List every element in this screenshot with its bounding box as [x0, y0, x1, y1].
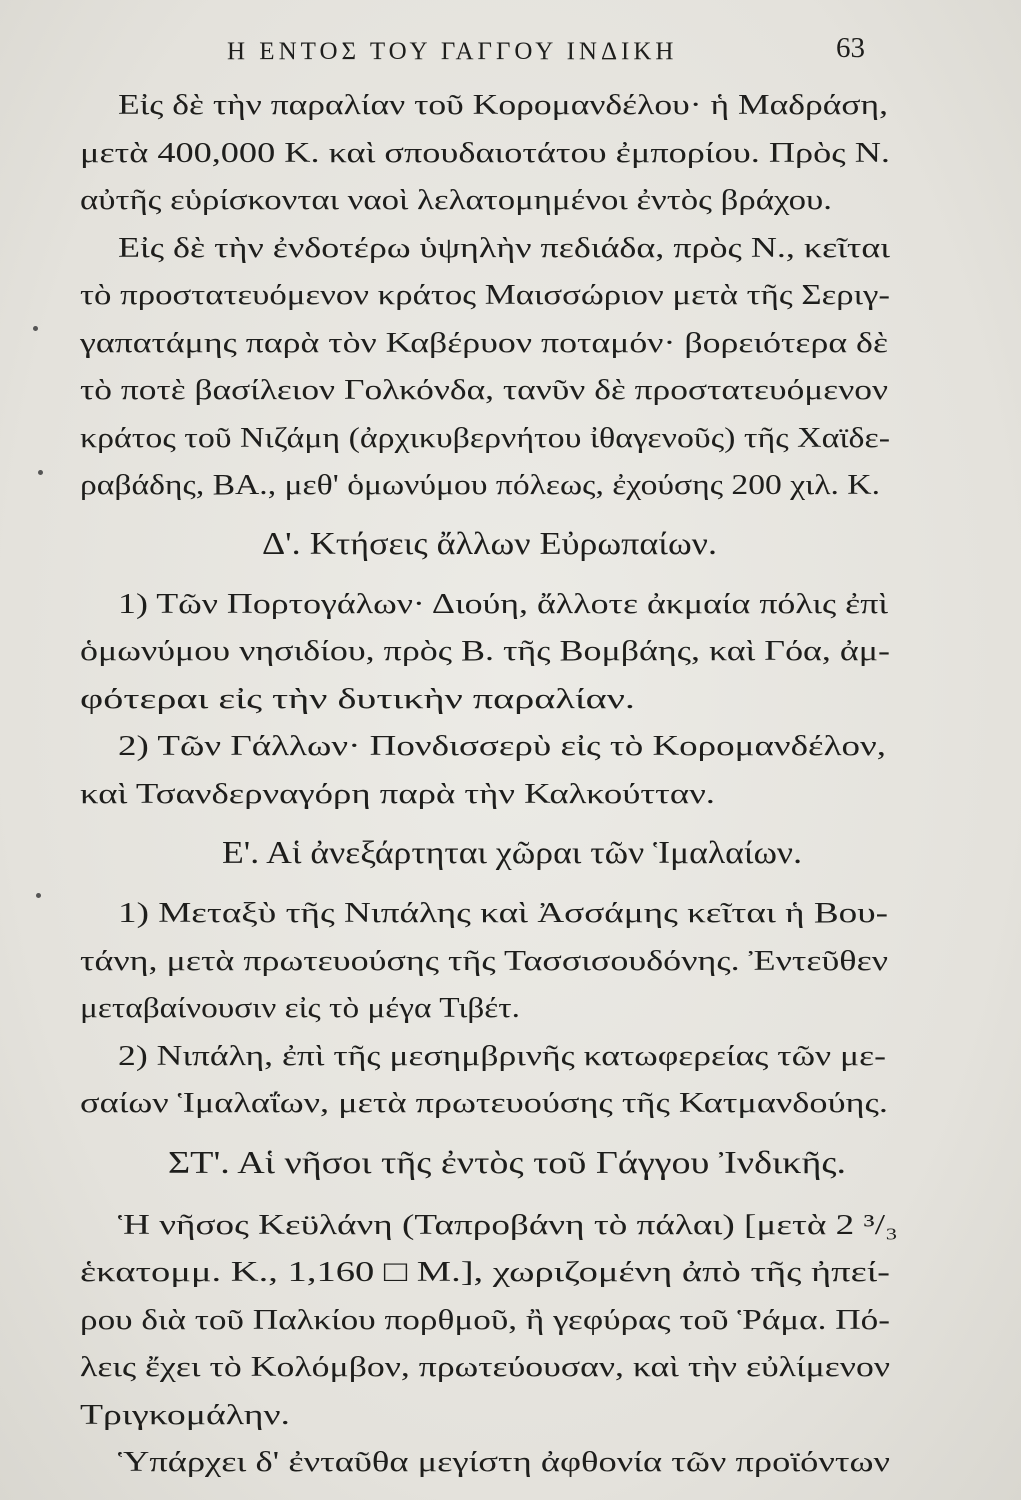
body-line: μεταβαίνουσιν εἰς τὸ μέγα Τιβέτ.: [80, 992, 520, 1024]
body-line: Ὑπάρχει δ' ἐνταῦθα μεγίστη ἀφθονία τῶν προϊόντων: [118, 1446, 890, 1478]
body-line: ὁμωνύμου νησιδίου, πρὸς Β. τῆς Βομβάης, καὶ Γόα, ἀμ-: [80, 635, 890, 667]
section-heading: Ε'. Αἱ ἀνεξάρτηται χῶραι τῶν Ἱμαλαίων.: [222, 834, 802, 870]
body-line: λεις ἔχει τὸ Κολόμβον, πρωτεύουσαν, καὶ τὴν εὐλίμενον: [80, 1351, 890, 1383]
body-line: ραβάδης, ΒΑ., μεθ' ὁμωνύμου πόλεως, ἐχούσης 200 χιλ. Κ.: [80, 469, 880, 501]
body-line: σαίων Ἱμαλαΐων, μετὰ πρωτευούσης τῆς Κατμανδούης.: [80, 1087, 888, 1119]
body-line: 1) Τῶν Πορτογάλων· Διούη, ἄλλοτε ἀκμαία πόλις ἐπὶ: [118, 588, 888, 620]
running-head: Η ΕΝΤΟΣ ΤΟΥ ΓΑΓΓΟΥ ΙΝΔΙΚΗ: [227, 38, 678, 65]
margin-speck: [36, 893, 41, 898]
body-line: ἑκατομμ. Κ., 1,160 □ Μ.], χωριζομένη ἀπὸ τῆς ἠπεί-: [80, 1256, 890, 1288]
body-line: τὸ προστατευόμενον κράτος Μαισσώριον μετὰ τῆς Σεριγ-: [80, 279, 890, 311]
margin-speck: [33, 326, 38, 331]
body-line: Τριγκομάλην.: [80, 1399, 290, 1431]
margin-speck: [38, 470, 43, 475]
page-number: 63: [836, 32, 865, 64]
body-line: 2) Τῶν Γάλλων· Πονδισσερὺ εἰς τὸ Κορομανδέλον,: [118, 730, 886, 762]
body-line: 1) Μεταξὺ τῆς Νιπάλης καὶ Ἀσσάμης κεῖται ἡ Βου-: [118, 897, 888, 929]
body-line: φότεραι εἰς τὴν δυτικὴν παραλίαν.: [80, 683, 635, 715]
body-line: αὐτῆς εὑρίσκονται ναοὶ λελατομημένοι ἐντὸς βράχου.: [80, 184, 832, 216]
body-line: γαπατάμης παρὰ τὸν Καβέρυον ποταμόν· βορειότερα δὲ: [80, 327, 888, 359]
body-line: ρου διὰ τοῦ Παλκίου πορθμοῦ, ἢ γεφύρας τοῦ Ῥάμα. Πό-: [80, 1304, 890, 1336]
body-line: μετὰ 400,000 Κ. καὶ σπουδαιοτάτου ἐμπορίου. Πρὸς Ν.: [80, 137, 890, 169]
body-line: τάνη, μετὰ πρωτευούσης τῆς Τασσισουδόνης. Ἐντεῦθεν: [80, 945, 888, 977]
body-line: Εἰς δὲ τὴν ἐνδοτέρω ὑψηλὴν πεδιάδα, πρὸς Ν., κεῖται: [118, 232, 890, 264]
body-line: καὶ Τσανδερναγόρη παρὰ τὴν Καλκούτταν.: [80, 778, 715, 810]
body-line: Ἡ νῆσος Κεϋλάνη (Ταπροβάνη τὸ πάλαι) [μετὰ 2 ³/₃: [118, 1209, 898, 1241]
section-heading: ΣΤ'. Αἱ νῆσοι τῆς ἐντὸς τοῦ Γάγγου Ἰνδικῆς.: [168, 1144, 846, 1180]
body-line: κράτος τοῦ Νιζάμη (ἀρχικυβερνήτου ἰθαγενοῦς) τῆς Χαϊδε-: [80, 422, 890, 454]
body-line: τὸ ποτὲ βασίλειον Γολκόνδα, τανῦν δὲ προστατευόμενον: [80, 374, 888, 406]
body-line: Εἰς δὲ τὴν παραλίαν τοῦ Κορομανδέλου· ἡ Μαδράση,: [118, 89, 888, 121]
body-line: 2) Νιπάλη, ἐπὶ τῆς μεσημβρινῆς κατωφερείας τῶν με-: [118, 1040, 886, 1072]
section-heading: Δ'. Κτήσεις ἄλλων Εὐρωπαίων.: [262, 525, 717, 561]
